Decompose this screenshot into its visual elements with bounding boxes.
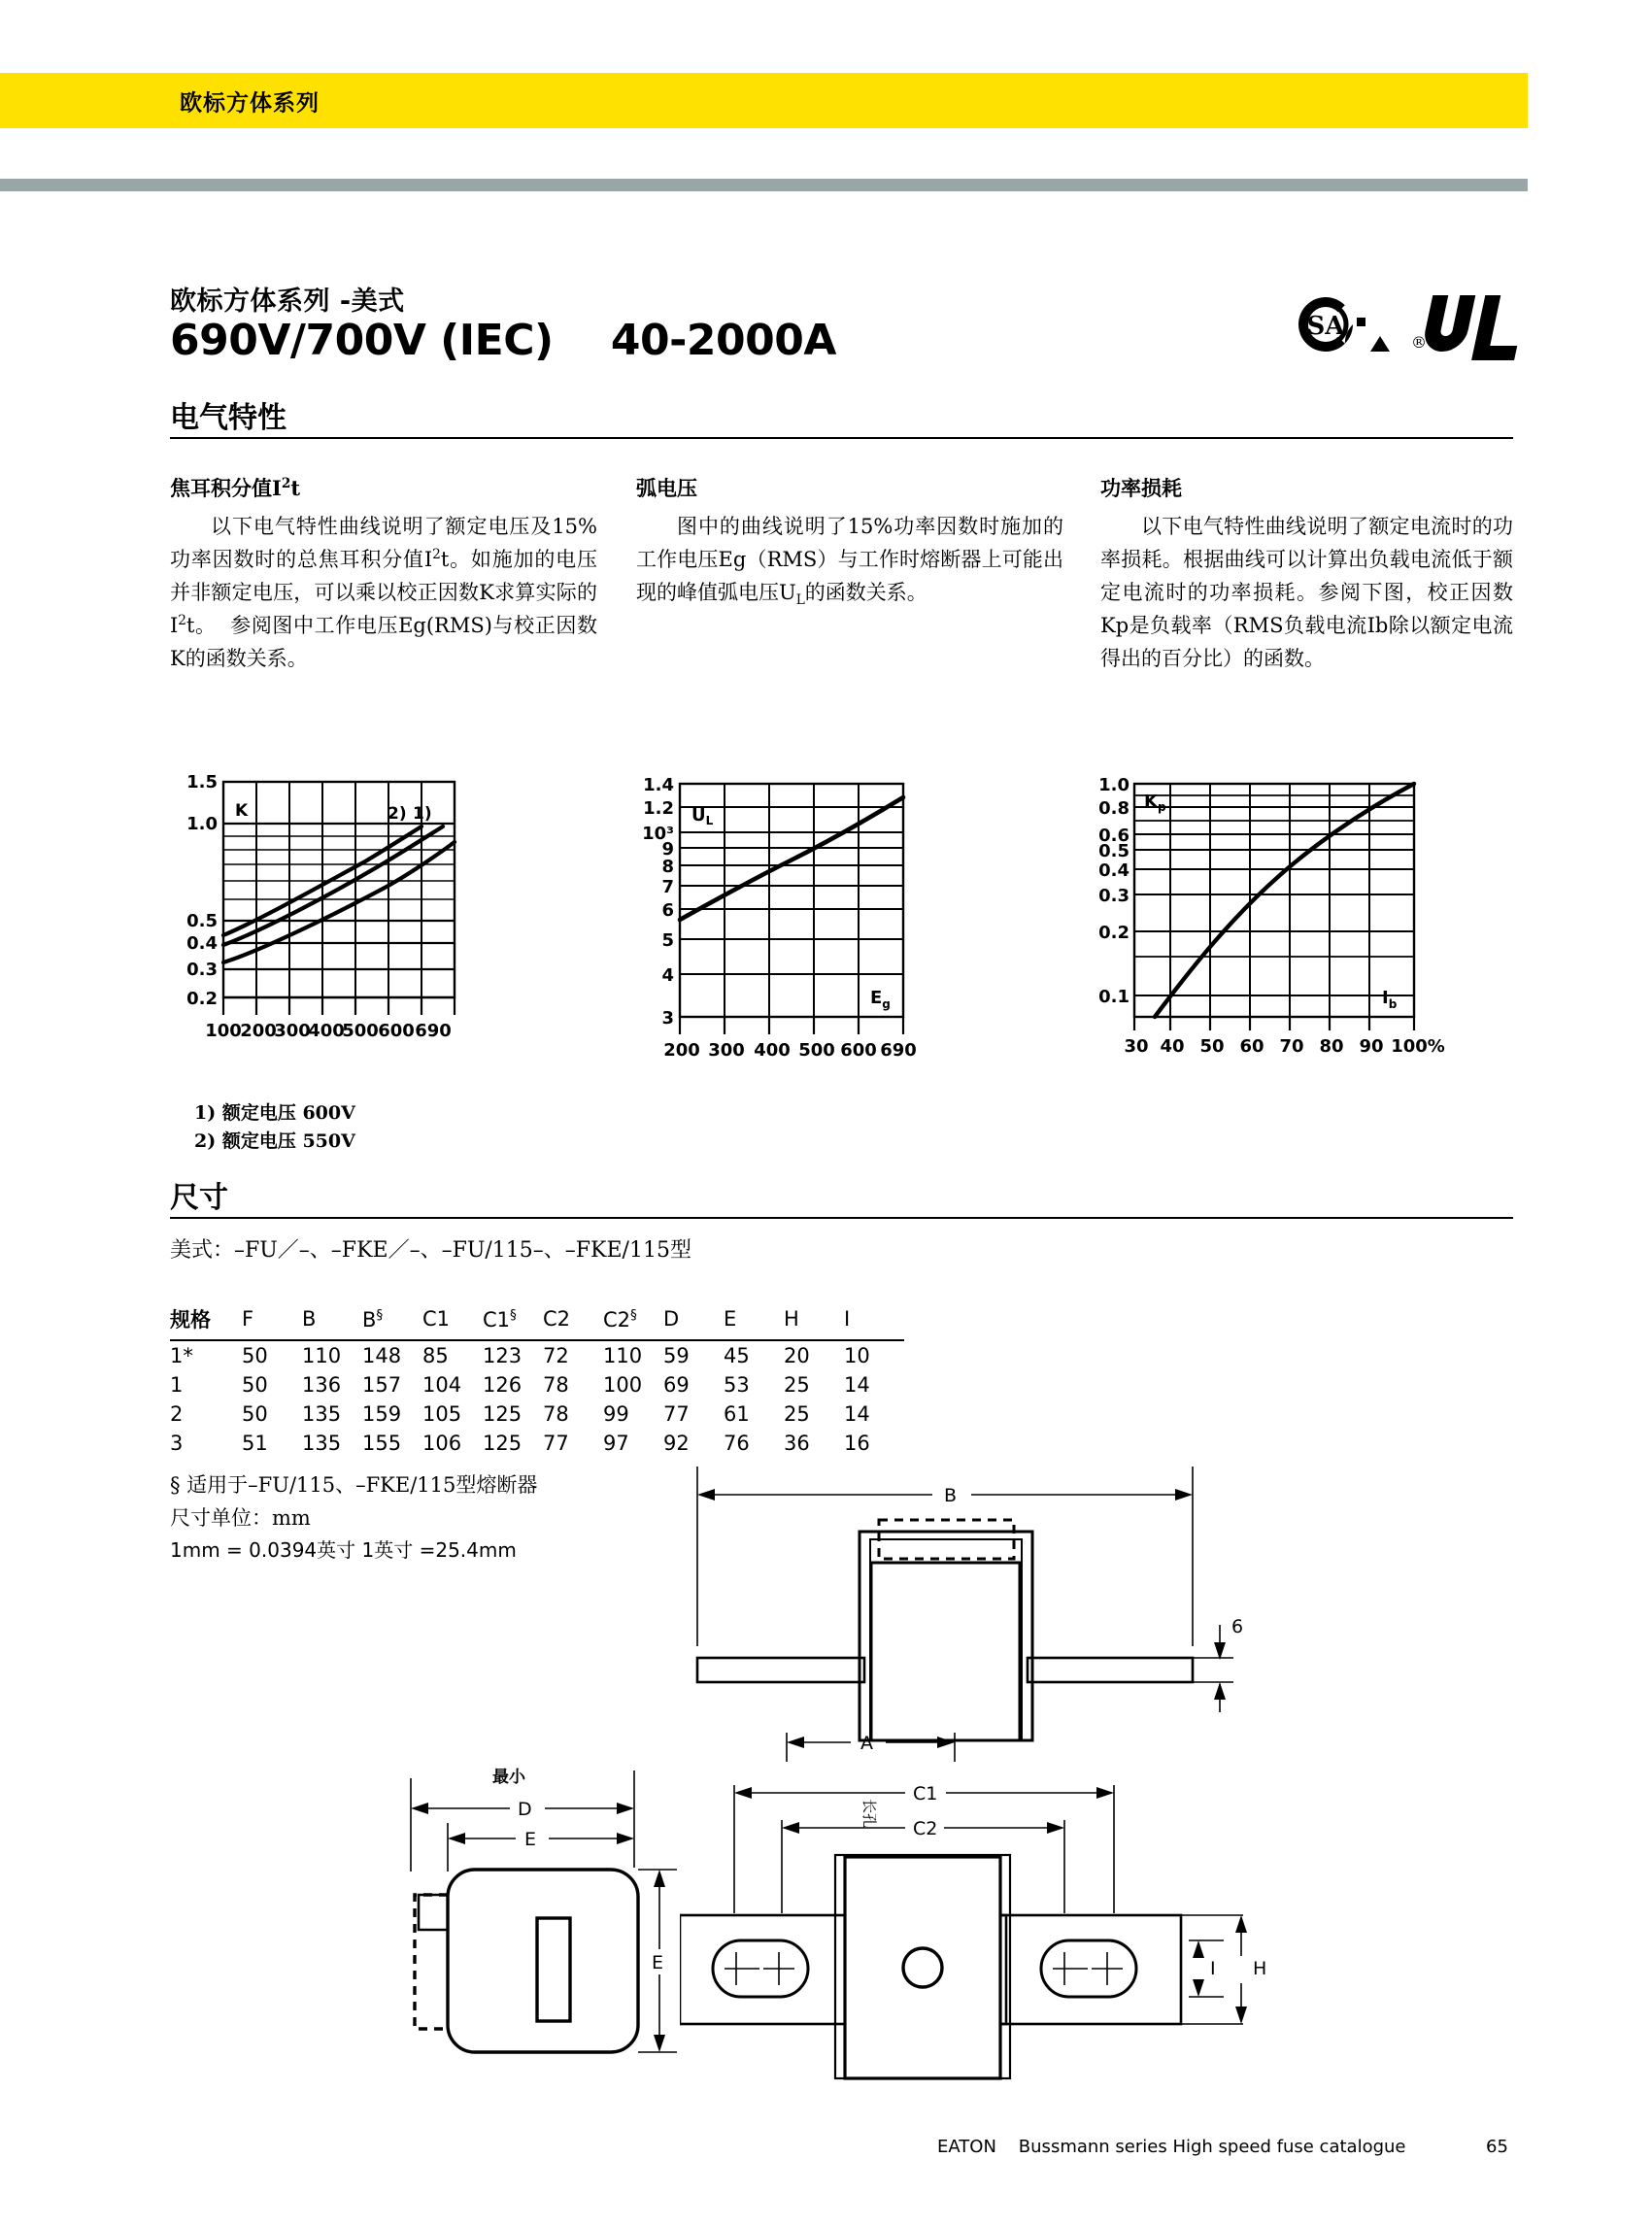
dim-label-e-horizontal: E bbox=[524, 1829, 537, 1850]
cell: 16 bbox=[844, 1432, 870, 1455]
y-tick: 3 bbox=[661, 1008, 674, 1029]
y-tick: 0.3 bbox=[1098, 886, 1129, 906]
cell: 77 bbox=[663, 1402, 690, 1426]
cell: 110 bbox=[302, 1344, 342, 1367]
series-annotation-2: 2) bbox=[388, 804, 407, 824]
col-header: D bbox=[663, 1301, 724, 1340]
y-tick: 7 bbox=[661, 877, 674, 897]
x-tick: 500 bbox=[798, 1040, 835, 1061]
cell: 53 bbox=[724, 1373, 750, 1397]
cell: 77 bbox=[543, 1432, 569, 1455]
x-tick: 400 bbox=[754, 1040, 791, 1061]
y-tick: 1.5 bbox=[186, 772, 218, 793]
cell: 1* bbox=[170, 1344, 193, 1367]
section-rule-dimensions bbox=[170, 1217, 1513, 1219]
chart-arc-voltage bbox=[622, 772, 971, 1063]
x-tick: 300 bbox=[274, 1021, 311, 1041]
y-tick: 9 bbox=[661, 839, 674, 860]
dim-label-min: 最小 bbox=[492, 1768, 525, 1787]
cell: 157 bbox=[362, 1373, 402, 1397]
y-tick: 0.1 bbox=[1098, 987, 1129, 1007]
table-header-row bbox=[170, 1301, 904, 1340]
cell: 72 bbox=[543, 1344, 569, 1367]
cell: 136 bbox=[302, 1373, 342, 1397]
x-tick: 600 bbox=[378, 1021, 415, 1041]
column-arc-voltage bbox=[636, 473, 1063, 611]
cell: 159 bbox=[362, 1402, 402, 1426]
ul-logo bbox=[1411, 295, 1520, 360]
cell: 10 bbox=[844, 1344, 870, 1367]
curve-kp bbox=[1155, 784, 1414, 1017]
cell: 14 bbox=[844, 1373, 870, 1397]
cell: 2 bbox=[170, 1402, 184, 1426]
y-tick: 1.0 bbox=[186, 814, 218, 834]
cell: 92 bbox=[663, 1432, 690, 1455]
section-heading-dimensions: 尺寸 bbox=[170, 1181, 228, 1215]
y-tick: 6 bbox=[661, 900, 674, 921]
x-tick: 80 bbox=[1319, 1036, 1344, 1057]
cell: 135 bbox=[302, 1402, 342, 1426]
col-header: C1 bbox=[422, 1301, 483, 1340]
x-tick: 200 bbox=[240, 1021, 277, 1041]
col-header: B§ bbox=[362, 1301, 422, 1340]
certification-logos bbox=[1297, 287, 1520, 361]
cell: 45 bbox=[724, 1344, 750, 1367]
header-grey-rule bbox=[0, 179, 1528, 191]
column-power-loss bbox=[1100, 473, 1513, 675]
table-row bbox=[170, 1370, 904, 1400]
x-tick: 70 bbox=[1279, 1036, 1304, 1057]
y-tick: 0.6 bbox=[1098, 826, 1129, 846]
curve-arc-voltage bbox=[680, 797, 903, 920]
col-header: C2§ bbox=[603, 1301, 663, 1340]
y-tick: 4 bbox=[661, 965, 674, 986]
cell: 61 bbox=[724, 1402, 750, 1426]
cell: 78 bbox=[543, 1373, 569, 1397]
dim-label-i: I bbox=[1210, 1958, 1216, 1979]
table-row bbox=[170, 1340, 904, 1370]
col-header: H bbox=[784, 1301, 844, 1340]
cell: 106 bbox=[422, 1432, 462, 1455]
dimensions-note: 1mm = 0.0394英寸 1英寸 =25.4mm bbox=[170, 1538, 517, 1563]
cell: 148 bbox=[362, 1344, 402, 1367]
series-annotation-1: 1) bbox=[413, 804, 432, 824]
col-header: C1§ bbox=[483, 1301, 543, 1340]
cell: 78 bbox=[543, 1402, 569, 1426]
table-row bbox=[170, 1429, 904, 1458]
col-header: I bbox=[844, 1301, 904, 1340]
axis-label-ib: $I_b$ bbox=[1382, 988, 1398, 1011]
plot-label-k: K bbox=[235, 801, 249, 821]
y-tick: 0.2 bbox=[186, 989, 218, 1009]
curve-690v bbox=[223, 842, 455, 962]
cell: 25 bbox=[784, 1402, 810, 1426]
dim-label-e-vertical: E bbox=[652, 1952, 664, 1973]
dimensions-type-line: 美式：–FU／–、–FKE／–、–FU/115–、–FKE/115型 bbox=[170, 1238, 691, 1263]
y-tick: 0.2 bbox=[1098, 923, 1129, 943]
cell: 76 bbox=[724, 1432, 750, 1455]
dim-label-c1: C1 bbox=[913, 1783, 938, 1804]
dimensions-note: 尺寸单位：mm bbox=[170, 1506, 311, 1531]
chart1-footnote-1: 1) 额定电压 600V bbox=[194, 1102, 355, 1124]
y-tick: 1.2 bbox=[643, 798, 674, 819]
x-tick: 300 bbox=[708, 1040, 745, 1061]
cell: 50 bbox=[242, 1344, 268, 1367]
x-tick: 40 bbox=[1160, 1036, 1185, 1057]
cell: 51 bbox=[242, 1432, 268, 1455]
cell: 50 bbox=[242, 1402, 268, 1426]
csa-logo bbox=[1298, 297, 1390, 352]
section-heading-electrical: 电气特性 bbox=[170, 401, 287, 435]
header-banner bbox=[0, 73, 1528, 128]
cell: 110 bbox=[603, 1344, 643, 1367]
cell: 50 bbox=[242, 1373, 268, 1397]
dim-label-d: D bbox=[518, 1799, 532, 1820]
y-tick: 5 bbox=[661, 930, 674, 951]
cell: 105 bbox=[422, 1402, 462, 1426]
column-title: 焦耳积分值$I^2t$ bbox=[170, 476, 301, 500]
y-tick: 0.8 bbox=[1098, 798, 1129, 819]
cell: 14 bbox=[844, 1402, 870, 1426]
cell: 36 bbox=[784, 1432, 810, 1455]
col-header: E bbox=[724, 1301, 784, 1340]
column-title: 功率损耗 bbox=[1100, 476, 1182, 500]
y-tick: 1.0 bbox=[1098, 775, 1129, 795]
dim-label-6: 6 bbox=[1231, 1616, 1244, 1637]
plot-label-ul: $U_L$ bbox=[691, 805, 714, 827]
dim-label-a: A bbox=[860, 1733, 873, 1754]
y-tick: 1.4 bbox=[643, 775, 674, 795]
dim-label-c1-note: 长孔 bbox=[860, 1799, 878, 1829]
cell: 20 bbox=[784, 1344, 810, 1367]
svg-text:®: ® bbox=[1411, 333, 1427, 352]
cell: 135 bbox=[302, 1432, 342, 1455]
column-body: 以下电气特性曲线说明了额定电流时的功率损耗。根据曲线可以计算出负载电流低于额定电流时的功率损耗。参阅下图，校正因数Kp是负载率（RMS负载电流Ib除以额定电流得出的百分比）的函数。 bbox=[1100, 515, 1513, 671]
drawing-side-view bbox=[680, 1462, 1282, 1748]
col-header: 规格 bbox=[170, 1301, 242, 1340]
column-body: 图中的曲线说明了15%功率因数时施加的工作电压Eg（RMS）与工作时熔断器上可能出现的峰值弧电压$U_L$的函数关系。 bbox=[636, 515, 1063, 609]
y-tick: 0.5 bbox=[186, 911, 218, 931]
header-banner-label: 欧标方体系列 bbox=[180, 90, 320, 116]
table-row bbox=[170, 1400, 904, 1429]
column-title: 弧电压 bbox=[636, 476, 697, 500]
drawing-plan-view bbox=[680, 1719, 1282, 2093]
x-tick: 30 bbox=[1124, 1036, 1149, 1057]
x-tick: 100 bbox=[205, 1021, 242, 1041]
cell: 99 bbox=[603, 1402, 629, 1426]
x-tick: 500 bbox=[342, 1021, 379, 1041]
x-tick: 200 bbox=[663, 1040, 700, 1061]
axis-label-eg: $E_g$ bbox=[870, 988, 891, 1011]
dimensions-table bbox=[170, 1301, 904, 1458]
col-header: C2 bbox=[543, 1301, 603, 1340]
cell: 104 bbox=[422, 1373, 462, 1397]
dim-label-h: H bbox=[1253, 1958, 1267, 1979]
footer-brand: EATON Bussmann series High speed fuse catalogue bbox=[937, 2137, 1406, 2157]
cell: 25 bbox=[784, 1373, 810, 1397]
column-body: 以下电气特性曲线说明了额定电压及15%功率因数时的总焦耳积分值$I^2t$。如施加的电压并非额定电压，可以乘以校正因数K求算实际的$I^2t$。 参阅图中工作电压Eg(RMS)与校正因数K的函数关系。 bbox=[170, 515, 597, 671]
section-rule-electrical bbox=[170, 437, 1513, 439]
y-tick: 0.4 bbox=[186, 933, 218, 954]
y-tick: 0.3 bbox=[186, 960, 218, 980]
col-header: B bbox=[302, 1301, 362, 1340]
x-tick: 50 bbox=[1199, 1036, 1225, 1057]
column-i2t bbox=[170, 473, 597, 675]
dim-label-c2: C2 bbox=[913, 1818, 938, 1839]
x-tick: 690 bbox=[415, 1021, 452, 1041]
footer-page-number: 65 bbox=[1486, 2137, 1508, 2157]
y-tick: 8 bbox=[661, 857, 674, 877]
cell: 85 bbox=[422, 1344, 449, 1367]
y-tick: 0.5 bbox=[1098, 841, 1129, 861]
x-tick: 60 bbox=[1239, 1036, 1264, 1057]
cell: 100 bbox=[603, 1373, 643, 1397]
dimensions-note: § 适用于–FU/115、–FKE/115型熔断器 bbox=[170, 1473, 538, 1497]
x-tick: 600 bbox=[840, 1040, 877, 1061]
y-tick: 10³ bbox=[642, 824, 674, 844]
dim-label-b: B bbox=[944, 1485, 958, 1506]
cell: 3 bbox=[170, 1432, 184, 1455]
cell: 155 bbox=[362, 1432, 402, 1455]
cell: 59 bbox=[663, 1344, 690, 1367]
page-title: 690V/700V (IEC) 40-2000A bbox=[170, 316, 836, 365]
plot-label-kp: $K_p$ bbox=[1144, 792, 1166, 814]
chart1-footnote-2: 2) 额定电压 550V bbox=[194, 1130, 355, 1153]
chart-power-correction-kp bbox=[1086, 772, 1474, 1063]
x-tick: 100% bbox=[1391, 1036, 1445, 1057]
cell: 1 bbox=[170, 1373, 184, 1397]
cell: 123 bbox=[483, 1344, 523, 1367]
y-tick: 0.4 bbox=[1098, 860, 1129, 881]
cell: 125 bbox=[483, 1402, 523, 1426]
svg-text:SA: SA bbox=[1306, 312, 1345, 341]
cell: 69 bbox=[663, 1373, 690, 1397]
chart-correction-factor-k bbox=[163, 772, 513, 1054]
page-subtitle: 欧标方体系列 -美式 bbox=[170, 287, 405, 317]
chart1-footnotes bbox=[194, 1099, 355, 1157]
x-tick: 690 bbox=[880, 1040, 917, 1061]
x-tick: 90 bbox=[1359, 1036, 1384, 1057]
cell: 126 bbox=[483, 1373, 523, 1397]
cell: 125 bbox=[483, 1432, 523, 1455]
col-header: F bbox=[242, 1301, 302, 1340]
cell: 97 bbox=[603, 1432, 629, 1455]
dimensions-notes bbox=[170, 1468, 537, 1566]
x-tick: 400 bbox=[308, 1021, 345, 1041]
